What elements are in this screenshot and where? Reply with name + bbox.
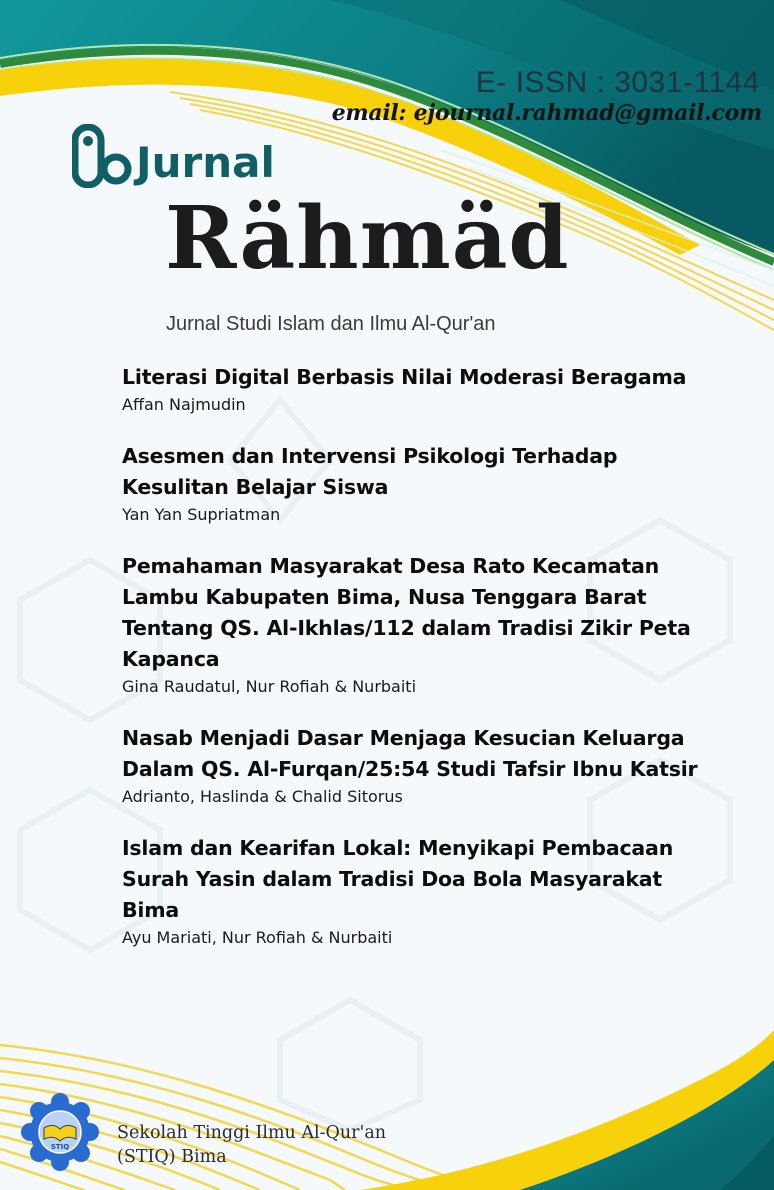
article-authors: Yan Yan Supriatman: [122, 505, 281, 524]
article-authors: Ayu Mariati, Nur Rofiah & Nurbaiti: [122, 928, 393, 947]
contact-email[interactable]: email: ejournal.rahmad@gmail.com: [331, 100, 762, 126]
article-title: Pemahaman Masyarakat Desa Rato Kecamatan Lambu Kabupaten Bima, Nusa Tenggara Barat Tentang QS. Al-Ikhlas/112 dalam Tradisi Zikir Peta Kapanca: [122, 554, 691, 671]
article-authors: Affan Najmudin: [122, 395, 246, 414]
article-title: Islam dan Kearifan Lokal: Menyikapi Pembacaan Surah Yasin dalam Tradisi Doa Bola Masyarakat Bima: [122, 836, 674, 922]
article-item[interactable]: [122, 551, 722, 699]
article-title: Nasab Menjadi Dasar Menjaga Kesucian Keluarga Dalam QS. Al-Furqan/25:54 Studi Tafsir Ibnu Katsir: [122, 726, 698, 781]
svg-text:STIQ: STIQ: [50, 1143, 70, 1151]
institution-line-2: (STIQ) Bima: [117, 1147, 227, 1167]
journal-title: Rähmäd: [165, 188, 570, 289]
issn-number: E- ISSN : 3031-1144: [475, 66, 760, 99]
article-authors: Gina Raudatul, Nur Rofiah & Nurbaiti: [122, 677, 417, 696]
stiq-emblem-icon: [20, 1092, 100, 1172]
ojs-logo-label: Jurnal: [136, 138, 275, 187]
journal-subtitle: Jurnal Studi Islam dan Ilmu Al-Qur'an: [166, 313, 496, 335]
article-authors: Adrianto, Haslinda & Chalid Sitorus: [122, 787, 403, 806]
article-item[interactable]: [122, 362, 722, 417]
institution-name: [117, 1121, 386, 1169]
article-item[interactable]: [122, 723, 722, 809]
article-title: Literasi Digital Berbasis Nilai Moderasi Beragama: [122, 365, 687, 389]
ojs-logo-icon: [72, 124, 134, 188]
article-item[interactable]: [122, 441, 722, 527]
article-title: Asesmen dan Intervensi Psikologi Terhadap Kesulitan Belajar Siswa: [122, 444, 618, 499]
institution-line-1: Sekolah Tinggi Ilmu Al-Qur'an: [117, 1123, 387, 1143]
article-item[interactable]: [122, 833, 722, 950]
ojs-logo: [72, 118, 275, 188]
table-of-contents: [122, 362, 722, 974]
